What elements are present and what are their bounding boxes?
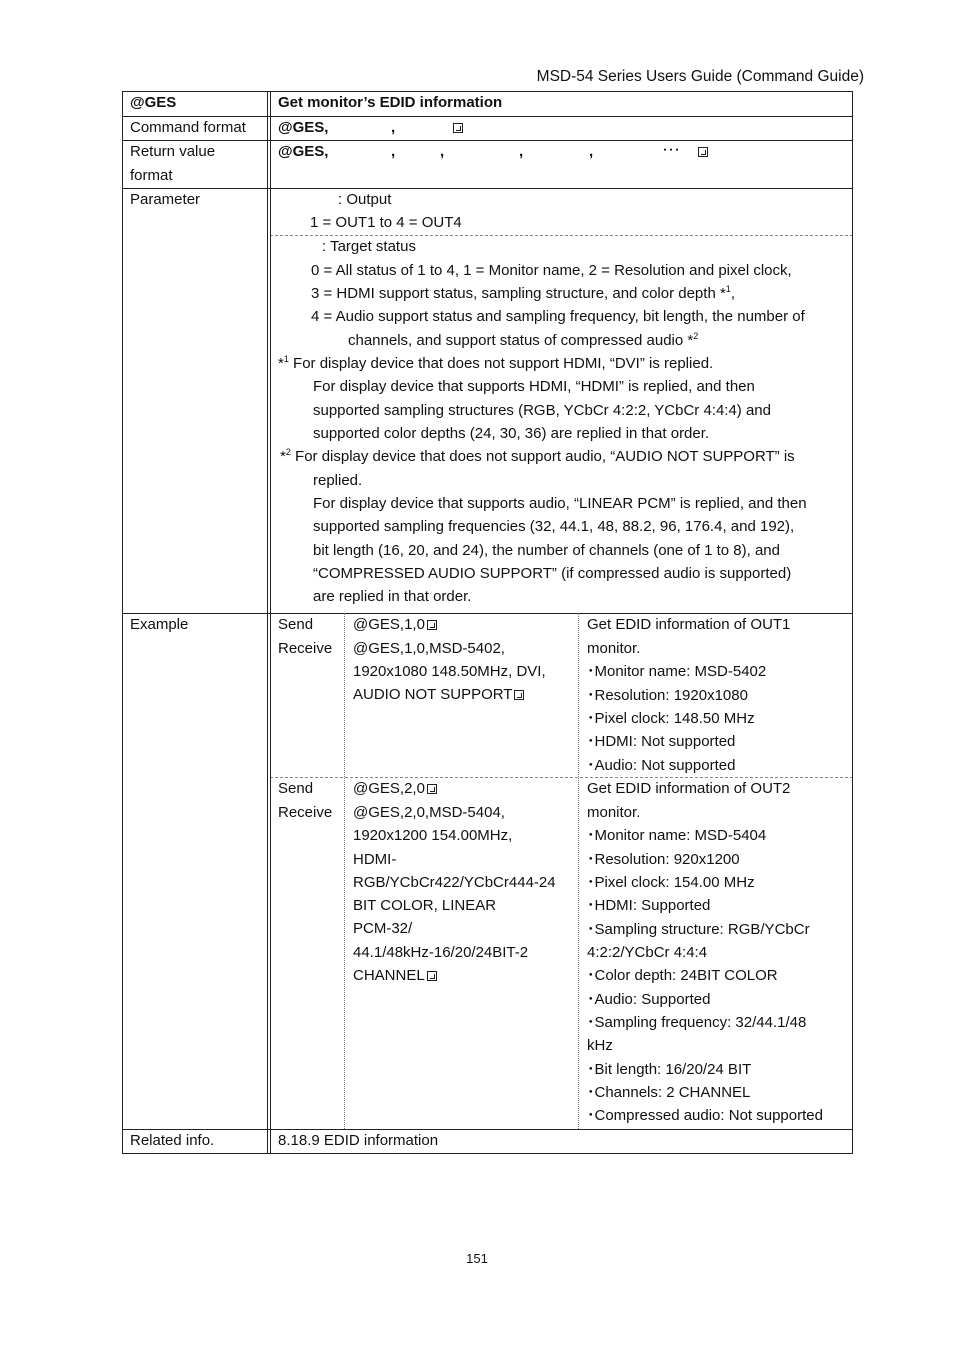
example-label: Example [130, 616, 189, 633]
command-name: @GES [130, 94, 177, 111]
footnote-line: For display device that supports HDMI, “HDMI” is replied, and then [313, 378, 755, 395]
example-description: ･HDMI: Supported [587, 897, 711, 914]
example-description: ･Bit length: 16/20/24 BIT [587, 1061, 752, 1078]
example-description: kHz [587, 1037, 613, 1054]
example-description: ･Resolution: 920x1200 [587, 851, 740, 868]
return-format-ellipsis: ･･･ [662, 143, 681, 157]
example-command: @GES,1,0 [353, 615, 437, 635]
receive-label: Receive [278, 804, 333, 821]
footnote-2: *$^2$ For display device that does not support audio, “AUDIO NOT SUPPORT” is [280, 447, 795, 465]
example-response: @GES,1,0,MSD-5402, [353, 640, 505, 657]
related-info-label: Related info. [130, 1132, 215, 1149]
example-response: RGB/YCbCr422/YCbCr444-24 [353, 874, 556, 891]
example-description: ･Audio: Supported [587, 991, 711, 1008]
command-format-label: Command format [130, 119, 246, 136]
command-format-prefix: @GES, [278, 119, 329, 136]
running-header: MSD-54 Series Users Guide (Command Guide) [536, 68, 864, 85]
return-format-prefix: @GES, [278, 143, 329, 160]
param-output-name: : Output [338, 191, 392, 208]
enter-icon [451, 118, 463, 138]
example-response: CHANNEL [353, 966, 437, 986]
footnote-line: “COMPRESSED AUDIO SUPPORT” (if compressed audio is supported) [313, 565, 792, 582]
return-format-comma: , [519, 143, 524, 160]
footnote-line: replied. [313, 472, 363, 489]
example-description: ･Channels: 2 CHANNEL [587, 1084, 751, 1101]
example-description: ･Resolution: 1920x1080 [587, 687, 748, 704]
enter-icon [427, 620, 437, 630]
related-info-link[interactable]: 8.18.9 EDID information [278, 1132, 439, 1149]
enter-icon [696, 142, 708, 162]
example-description: ･Monitor name: MSD-5402 [587, 663, 767, 680]
footnote-1: *$^1$ For display device that does not support HDMI, “DVI” is replied. [278, 354, 714, 372]
param-status-line: 3 = HDMI support status, sampling structure, and color depth *$^1$, [311, 284, 735, 302]
send-label: Send [278, 780, 314, 797]
example-description: ･HDMI: Not supported [587, 733, 736, 750]
return-format-comma: , [589, 143, 594, 160]
param-status-name: : Target status [322, 238, 416, 255]
return-format-label-2: format [130, 167, 173, 184]
parameter-label: Parameter [130, 191, 201, 208]
enter-icon [514, 690, 524, 700]
footnote-line: supported color depths (24, 30, 36) are replied in that order. [313, 425, 710, 442]
footnote-line: are replied in that order. [313, 588, 472, 605]
footnote-line: supported sampling structures (RGB, YCbCr 4:2:2, YCbCr 4:4:4) and [313, 402, 771, 419]
enter-icon [427, 784, 437, 794]
example-description: monitor. [587, 804, 641, 821]
footnote-line: bit length (16, 20, and 24), the number of channels (one of 1 to 8), and [313, 542, 780, 559]
example-response: HDMI- [353, 851, 397, 868]
example-command: @GES,2,0 [353, 779, 437, 799]
enter-icon [427, 971, 437, 981]
example-description: Get EDID information of OUT1 [587, 616, 791, 633]
example-response: @GES,2,0,MSD-5404, [353, 804, 505, 821]
footnote-line: supported sampling frequencies (32, 44.1, 48, 88.2, 96, 176.4, and 192), [313, 518, 795, 535]
page-number: 151 [466, 1251, 488, 1266]
example-response: 1920x1200 154.00MHz, [353, 827, 513, 844]
return-format-comma: , [440, 143, 445, 160]
example-description: ･Color depth: 24BIT COLOR [587, 967, 778, 984]
param-status-line: 0 = All status of 1 to 4, 1 = Monitor name, 2 = Resolution and pixel clock, [311, 262, 792, 279]
example-response: PCM-32/ [353, 920, 413, 937]
return-format-comma: , [391, 143, 396, 160]
example-response: 1920x1080 148.50MHz, DVI, [353, 663, 546, 680]
return-format-label: Return value [130, 143, 216, 160]
param-status-line: channels, and support status of compressed audio *$^2$ [348, 331, 699, 349]
send-label: Send [278, 616, 314, 633]
example-description: ･Audio: Not supported [587, 757, 736, 774]
example-description: ･Monitor name: MSD-5404 [587, 827, 767, 844]
command-format-comma: , [391, 119, 396, 136]
example-description: Get EDID information of OUT2 [587, 780, 791, 797]
example-description: ･Sampling structure: RGB/YCbCr [587, 921, 810, 938]
receive-label: Receive [278, 640, 333, 657]
param-status-line: 4 = Audio support status and sampling frequency, bit length, the number of [311, 308, 805, 325]
example-description: ･Compressed audio: Not supported [587, 1107, 823, 1124]
example-response: BIT COLOR, LINEAR [353, 897, 497, 914]
command-description: Get monitor’s EDID information [278, 94, 503, 111]
example-description: ･Pixel clock: 148.50 MHz [587, 710, 755, 727]
example-response: 44.1/48kHz-16/20/24BIT-2 [353, 944, 529, 961]
example-response: AUDIO NOT SUPPORT [353, 685, 524, 705]
param-output-value: 1 = OUT1 to 4 = OUT4 [310, 214, 462, 231]
example-description: monitor. [587, 640, 641, 657]
example-description: 4:2:2/YCbCr 4:4:4 [587, 944, 708, 961]
example-description: ･Sampling frequency: 32/44.1/48 [587, 1014, 807, 1031]
footnote-line: For display device that supports audio, “LINEAR PCM” is replied, and then [313, 495, 807, 512]
example-description: ･Pixel clock: 154.00 MHz [587, 874, 755, 891]
